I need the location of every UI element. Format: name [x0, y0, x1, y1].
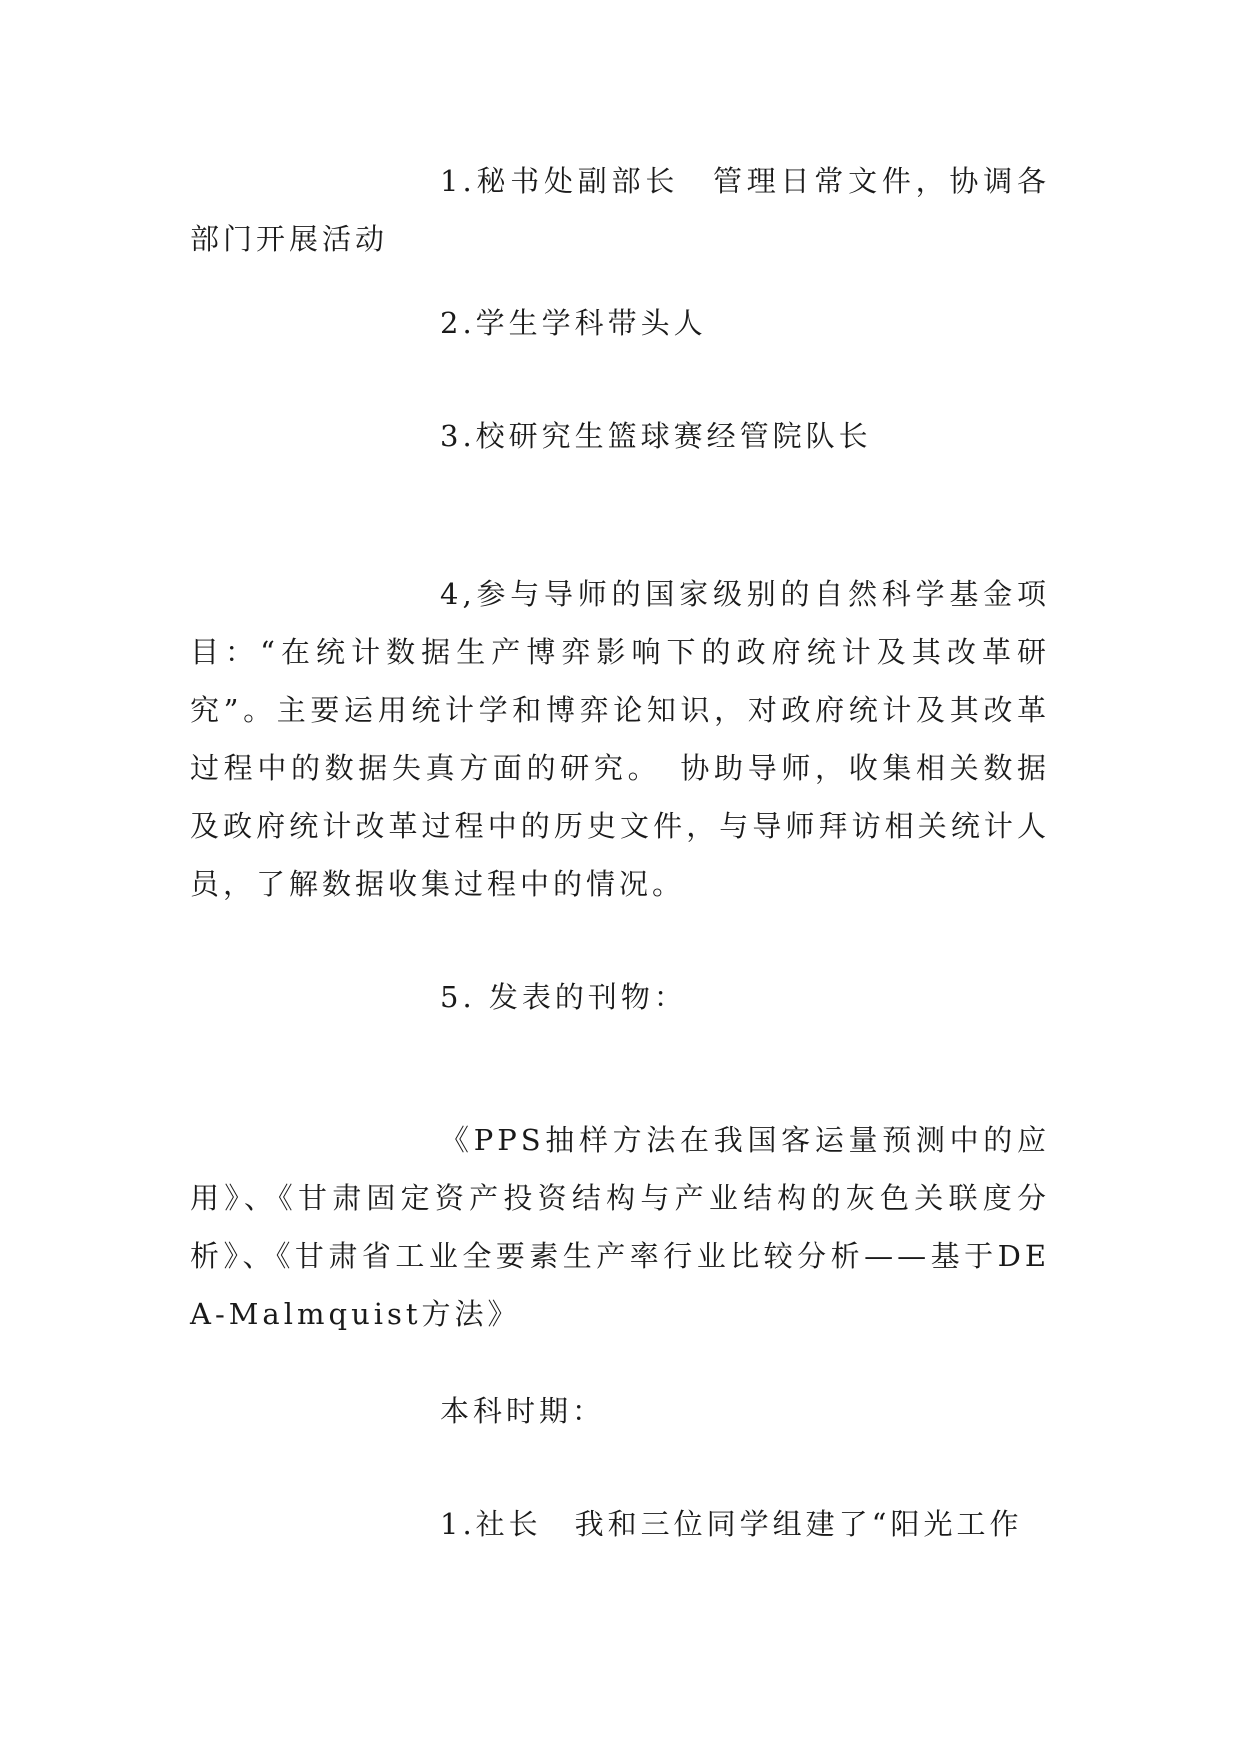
paragraph-item-2: 2.学生学科带头人 — [440, 306, 707, 340]
paragraph-item-7: 本科时期： — [440, 1394, 606, 1428]
paragraph-item-5: 5. 发表的刊物： — [440, 980, 687, 1014]
paragraph-item-1: 1.秘书处副部长 管理日常文件，协调各部门开展活动 — [190, 164, 1050, 256]
paragraph-item-4: 4,参与导师的国家级别的自然科学基金项目：“在统计数据生产博弈影响下的政府统计及其改革研究”。主要运用统计学和博弈论知识，对政府统计及其改革过程中的数据失真方面的研究。 协助导师，收集相关数据及政府统计改革过程中的历史文件，与导师拜访相关统计人员，了解数据收集过程中的情况。 — [190, 577, 1050, 901]
paragraph-item-3: 3.校研究生篮球赛经管院队长 — [440, 419, 872, 453]
paragraph-item-8: 1.社长 我和三位同学组建了“阳光工作 — [440, 1507, 1023, 1541]
paragraph-item-6: 《PPS抽样方法在我国客运量预测中的应用》、《甘肃固定资产投资结构与产业结构的灰色关联度分析》、《甘肃省工业全要素生产率行业比较分析——基于DEA-Malmquist方法》 — [190, 1123, 1050, 1331]
